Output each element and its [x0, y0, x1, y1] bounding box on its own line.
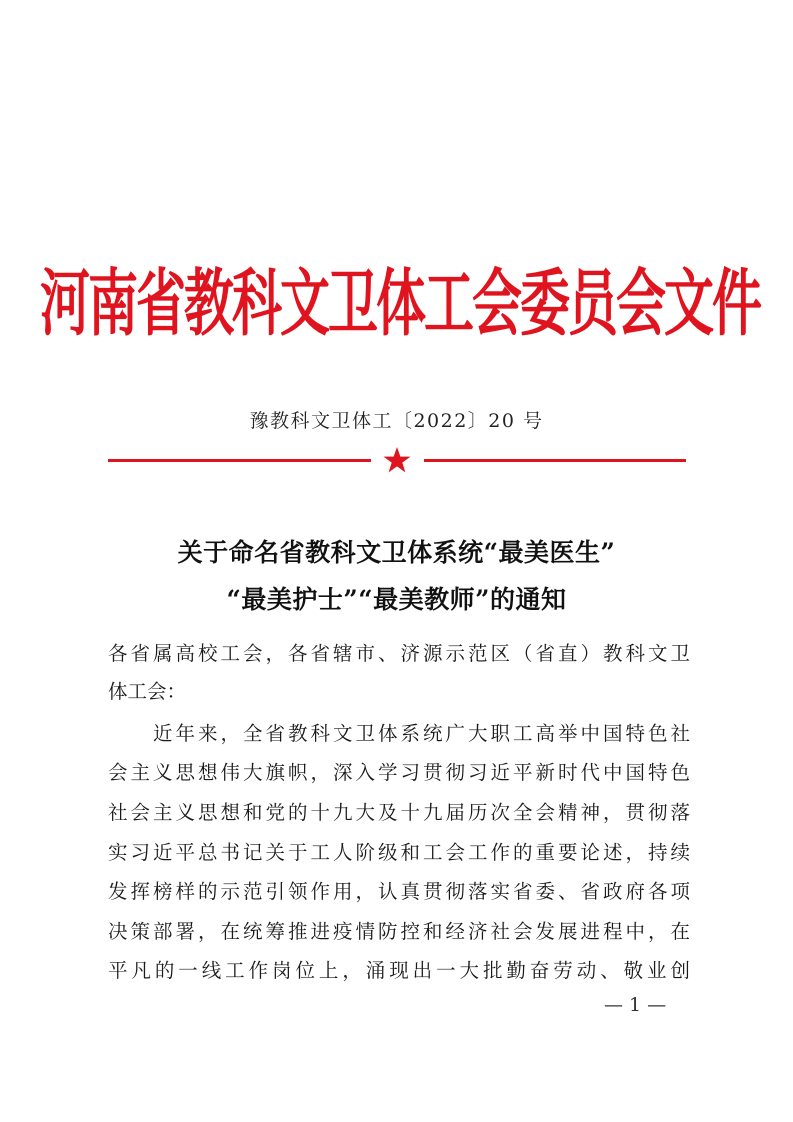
body-line: 近年来，全省教科文卫体系统广大职工高举中国特色社: [108, 722, 690, 745]
star-shape: [384, 447, 411, 472]
addressee-line-1: 各省属高校工会，各省辖市、济源示范区（省直）教科文卫: [108, 642, 690, 665]
addressee-line-2: 体工会：: [108, 680, 187, 703]
body-line: 会主义思想伟大旗帜，深入学习贯彻习近平新时代中国特色: [108, 761, 690, 784]
issuer-masthead: [40, 248, 760, 348]
notice-title-line-2: “最美护士”“最美教师”的通知: [226, 585, 567, 614]
notice-title-line-1: 关于命名省教科文卫体系统“最美医生”: [177, 538, 616, 567]
body-line: 决策部署，在统筹推进疫情防控和经济社会发展进程中，在: [108, 920, 690, 943]
star-icon: [382, 446, 412, 476]
body-line: 实习近平总书记关于工人阶级和工会工作的重要论述，持续: [108, 841, 690, 864]
issuer-title: 河南省教科文卫体工会委员会文件: [40, 261, 760, 346]
body-line: 平凡的一线工作岗位上，涌现出一大批勤奋劳动、敬业创: [108, 959, 690, 982]
divider-rule-left: [108, 459, 371, 462]
divider-rule-right: [424, 459, 686, 462]
body-line: 社会主义思想和党的十九大及十九届历次全会精神，贯彻落: [108, 801, 690, 824]
red-divider: [108, 446, 686, 476]
document-number: 豫教科文卫体工〔2022〕20 号: [249, 410, 544, 432]
page-number: — 1 —: [604, 994, 667, 1016]
body-line: 发挥榜样的示范引领作用，认真贯彻落实省委、省政府各项: [108, 880, 690, 903]
